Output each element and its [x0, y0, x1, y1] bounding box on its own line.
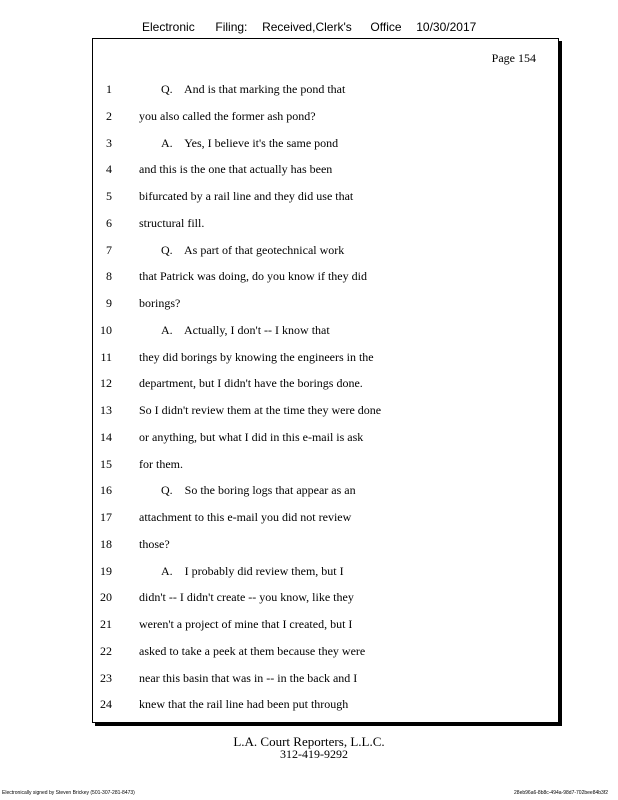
- header-office: Office: [370, 20, 402, 34]
- line-text: you also called the former ash pond?: [139, 108, 316, 123]
- line-number: 13: [100, 403, 112, 417]
- header-date: 10/30/2017: [416, 20, 477, 34]
- line-text: that Patrick was doing, do you know if they did: [139, 269, 367, 284]
- line-number: 12: [100, 376, 112, 391]
- line-number: 24: [100, 697, 112, 712]
- line-number: 22: [100, 643, 112, 658]
- line-text: A. Actually, I don't -- I know that: [161, 322, 330, 337]
- line-number: 18: [100, 536, 112, 551]
- line-text: and this is the one that actually has been: [139, 162, 333, 177]
- electronic-signature: Electronically signed by Steven Brickey (501-307-281-8473): [2, 790, 135, 796]
- line-number: 20: [100, 590, 112, 605]
- line-text: near this basin that was in -- in the back and I: [139, 670, 358, 685]
- transcript-page: [92, 38, 559, 723]
- court-reporter-phone: 312-419-9292: [280, 747, 348, 761]
- line-text: attachment to this e-mail you did not review: [139, 510, 352, 524]
- filing-header: [142, 20, 476, 34]
- line-number: 14: [100, 429, 112, 444]
- line-text: bifurcated by a rail line and they did use that: [139, 189, 354, 203]
- line-number: 11: [100, 349, 112, 364]
- line-text: borings?: [139, 296, 181, 310]
- line-number: 15: [100, 456, 112, 471]
- document-id: 28eb96a6-8b8c-494a-98d7-702bee84b3f2: [514, 790, 608, 796]
- line-text: Q. As part of that geotechnical work: [161, 242, 345, 257]
- line-text: department, but I didn't have the borings done.: [139, 376, 363, 391]
- line-number: 23: [100, 670, 112, 685]
- line-number: 10: [100, 322, 112, 337]
- header-received: Received,Clerk's: [262, 20, 352, 34]
- line-text: those?: [139, 536, 170, 551]
- line-text: or anything, but what I did in this e-mail is ask: [139, 429, 364, 444]
- line-number: 16: [100, 483, 112, 498]
- line-number: 7: [106, 242, 112, 257]
- line-text: weren't a project of mine that I created, but I: [139, 617, 353, 631]
- line-text: A. I probably did review them, but I: [161, 563, 344, 578]
- court-reporter-name: L.A. Court Reporters, L.L.C.: [233, 734, 385, 749]
- line-text: Q. So the boring logs that appear as an: [161, 483, 356, 498]
- line-number: 4: [106, 162, 112, 177]
- line-number: 19: [100, 563, 112, 578]
- line-number: 17: [100, 510, 112, 524]
- header-electronic: Electronic: [142, 20, 195, 34]
- line-text: structural fill.: [139, 215, 205, 230]
- line-text: So I didn't review them at the time they were done: [139, 403, 382, 417]
- line-number: 1: [106, 82, 112, 96]
- line-text: for them.: [139, 456, 183, 471]
- line-number: 3: [106, 135, 112, 150]
- line-text: asked to take a peek at them because they were: [139, 643, 366, 658]
- line-number: 6: [106, 215, 112, 230]
- page-number: Page 154: [491, 51, 536, 65]
- line-number: 5: [106, 189, 112, 203]
- line-number: 2: [106, 108, 112, 123]
- line-number: 8: [106, 269, 112, 284]
- header-filing: Filing:: [215, 20, 248, 34]
- line-number: 9: [106, 296, 112, 310]
- line-number: 21: [100, 617, 112, 631]
- line-text: they did borings by knowing the engineers in the: [139, 349, 374, 364]
- line-text: Q. And is that marking the pond that: [161, 82, 346, 96]
- line-text: A. Yes, I believe it's the same pond: [161, 135, 339, 150]
- line-text: didn't -- I didn't create -- you know, like they: [139, 590, 354, 605]
- line-text: knew that the rail line had been put through: [139, 697, 349, 712]
